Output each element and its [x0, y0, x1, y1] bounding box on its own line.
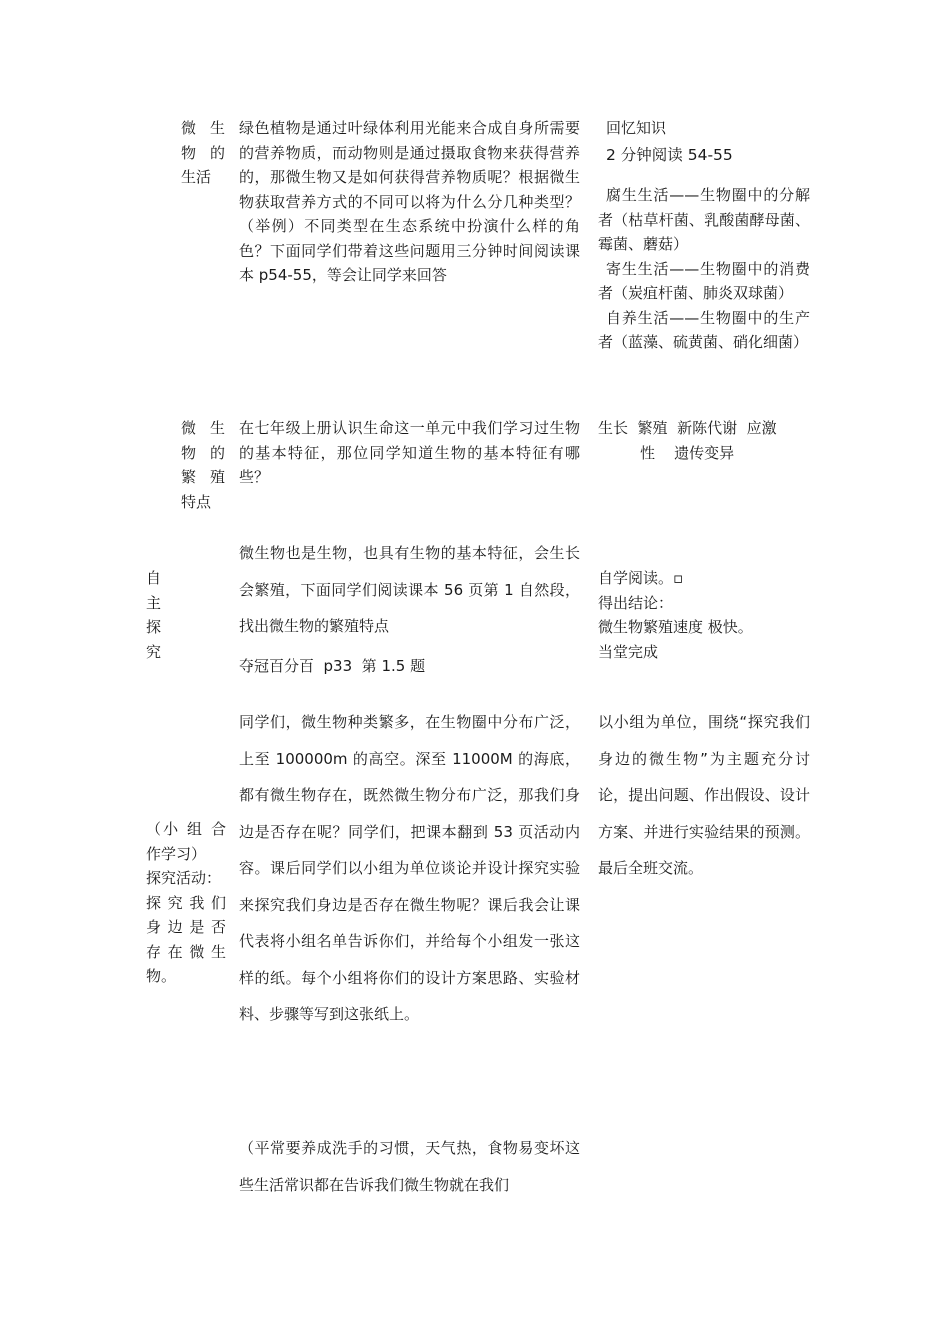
label-line: 繁 殖 — [181, 468, 225, 486]
label-line: 微 生 — [181, 119, 225, 137]
side-label-line: 物。 — [146, 967, 177, 985]
student-activity-group-discussion: 以小组为单位，围绕“探究我们身边的微生物”为主题充分讨论，提出问题、作出假设、设计方案、并进行实验结果的预测。 最后全班交流。 — [598, 713, 810, 877]
label-line: 物 的 — [181, 143, 225, 162]
side-label-char: 自 — [146, 569, 162, 587]
label-line: 生活 — [181, 168, 212, 186]
side-label-char: 究 — [146, 642, 162, 661]
label-line: 物 的 — [181, 443, 225, 462]
conclusion-text: 微生物繁殖速度 极快。 — [598, 618, 753, 636]
label-line: 特点 — [181, 492, 212, 511]
section-label-reproduction — [181, 416, 225, 514]
saprophytic-item: 腐生生活——生物圈中的分解者（枯草杆菌、乳酸菌酵母菌、霉菌、蘑菇） — [598, 186, 810, 253]
teacher-text-characteristics: 在七年级上册认识生命这一单元中我们学习过生物的基本特征，那位同学知道生物的基本特征有哪些？ — [239, 419, 580, 486]
teacher-text-nutrition: 绿色植物是通过叶绿体利用光能来合成自身所需要的营养物质，而动物则是通过摄取食物来获得营养的，那微生物又是如何获得营养物质呢？根据微生物获取营养方式的不同可以将为什么分几种类型？（举例）不同类型在生态系统中扮演什么样的角色？下面同学们带着这些问题用三分钟时间阅读课本 p54-55，等会让同学来回答 — [239, 119, 580, 284]
characteristics-line-1: 生长 繁殖 新陈代谢 应激 — [598, 419, 777, 437]
student-activity-nutrition — [598, 116, 810, 355]
student-answer-characteristics — [598, 416, 813, 465]
side-label-self-study — [146, 566, 166, 664]
autotrophic-item: 自养生活——生物圈中的生产者（蓝藻、硫黄菌、硝化细菌） — [598, 308, 810, 351]
parasitic-item: 寄生生活——生物圈中的消费者（炭疽杆菌、肺炎双球菌） — [598, 259, 810, 302]
teacher-note-hygiene: （平常要养成洗手的习惯，天气热，食物易变坏这些生活常识都在告诉我们微生物就在我们 — [239, 1139, 580, 1194]
side-label-line: 作学习） — [146, 844, 207, 863]
side-label-line: 存 在 微 生 — [146, 942, 226, 961]
self-reading-text: 自学阅读。▫ — [598, 569, 684, 587]
side-label-line: 身 边 是 否 — [146, 918, 226, 936]
student-activity-reading — [598, 566, 813, 664]
in-class-complete-text: 当堂完成 — [598, 642, 659, 661]
teacher-text-exploration: 同学们，微生物种类繁多，在生物圈中分布广泛，上至 100000m 的高空。深至 11000M 的海底，都有微生物存在，既然微生物分布广泛，那我们身边是否存在呢？同学们，把课本翻到 53 页活动内容。课后同学们以小组为单位谈论并设计探究实验来探究我们身边是否存在微生物呢？课后我会让课代表将小组名单告诉你们，并给每个小组发一张这样的纸。每个小组将你们的设计方案思路、实验材料、步骤等写到这张纸上。 — [239, 713, 580, 1023]
side-label-char: 主 — [146, 593, 162, 612]
label-line: 微 生 — [181, 419, 225, 437]
conclusion-label: 得出结论： — [598, 593, 674, 612]
teacher-text-reading: 微生物也是生物，也具有生物的基本特征，会生长会繁殖，下面同学们阅读课本 56 页第 1 自然段，找出微生物的繁殖特点 — [239, 544, 580, 635]
section-label-microbe-life — [181, 116, 225, 190]
side-label-group-study — [146, 817, 226, 989]
recall-knowledge-text: 回忆知识 — [606, 119, 667, 137]
side-label-char: 探 — [146, 618, 162, 636]
side-label-line: 探 究 我 们 — [146, 893, 226, 912]
exercise-reference-text: 夺冠百分百 p33 第 1.5 题 — [239, 657, 426, 675]
side-label-line: 探究活动： — [146, 869, 222, 887]
characteristics-line-2: 性 遗传变异 — [640, 443, 735, 462]
side-label-line: （小 组 合 — [146, 820, 226, 838]
reading-instruction-text: 2 分钟阅读 54-55 — [606, 146, 733, 164]
